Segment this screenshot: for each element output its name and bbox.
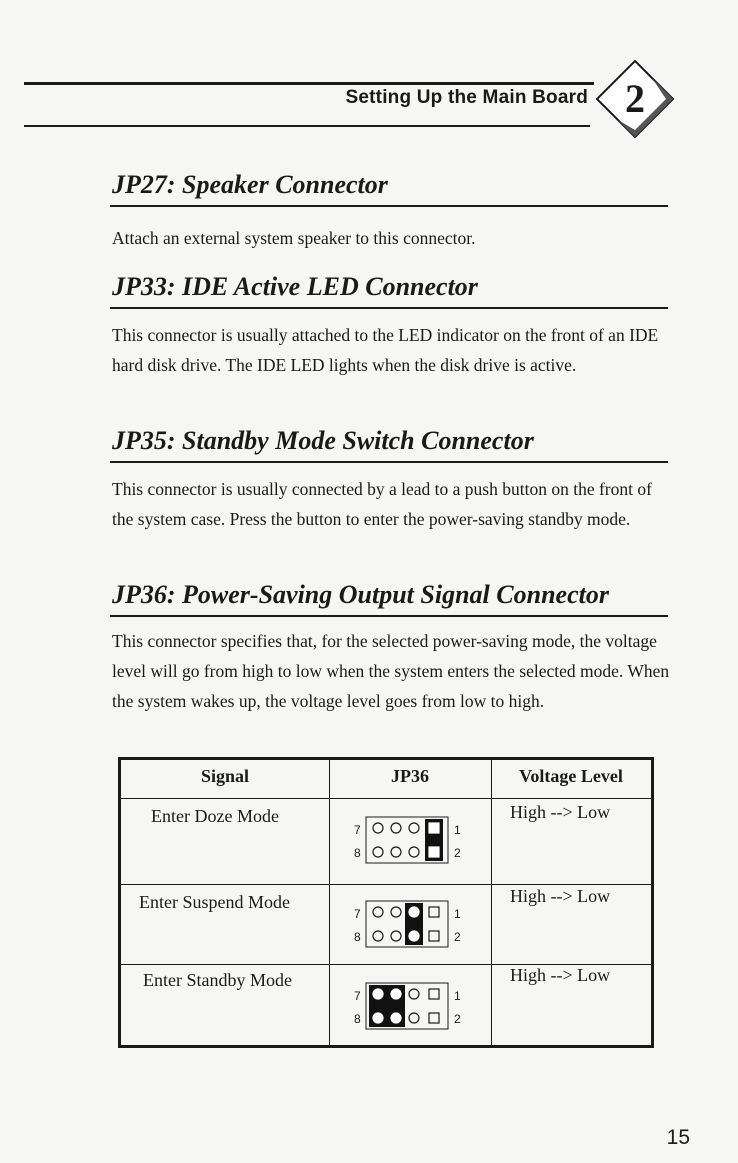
header-rule-top	[24, 82, 594, 85]
pin	[429, 931, 439, 941]
pin-label: 8	[354, 1012, 361, 1026]
section-text-jp36: This connector specifies that, for the selected power-saving mode, the voltage level will go from high to low when the system enters the selected mode. When the system wakes up, the voltage level goes from low to high.	[112, 631, 670, 711]
pin-label: 1	[454, 823, 461, 837]
pin	[409, 823, 419, 833]
table-row-voltage: High --> Low	[510, 886, 611, 906]
table-divider	[329, 760, 330, 1045]
pin	[373, 823, 383, 833]
section-rule-jp35	[110, 461, 668, 463]
pin-label: 8	[354, 930, 361, 944]
pin	[409, 989, 419, 999]
pin	[373, 907, 383, 917]
table-row-signal: Enter Suspend Mode	[139, 892, 290, 912]
table-row-voltage: High --> Low	[510, 802, 611, 822]
jumper-pins	[354, 898, 464, 950]
section-rule-jp36	[110, 615, 668, 617]
pin	[391, 931, 401, 941]
table-row-voltage: High --> Low	[510, 965, 611, 985]
pin	[391, 847, 401, 857]
section-title-jp36: JP36: Power-Saving Output Signal Connector	[112, 580, 609, 609]
pin	[391, 989, 401, 999]
table-header-signal: Signal	[200, 766, 250, 786]
pin	[409, 847, 419, 857]
pin-label: 2	[454, 930, 461, 944]
jumper-diagram	[354, 898, 464, 950]
pin-label: 2	[454, 1012, 461, 1026]
pin	[409, 907, 419, 917]
section-rule-jp27	[110, 205, 668, 207]
jumper-pins	[354, 814, 464, 866]
section-rule-jp33	[110, 307, 668, 309]
pin	[429, 1013, 439, 1023]
pin-label: 1	[454, 907, 461, 921]
table-divider	[121, 798, 651, 799]
table-header-jp36: JP36	[391, 766, 429, 786]
pin	[373, 989, 383, 999]
pin-label: 1	[454, 989, 461, 1003]
jumper-pins	[354, 980, 464, 1032]
table-divider	[121, 884, 651, 885]
section-title-jp33: JP33: IDE Active LED Connector	[112, 272, 478, 301]
jumper-table	[118, 757, 654, 1048]
header-rule-bottom	[24, 125, 590, 127]
pin-label: 2	[454, 846, 461, 860]
table-header-voltage: Voltage Level	[519, 766, 623, 786]
jumper-diagram	[354, 814, 464, 866]
pin	[429, 823, 439, 833]
section-text-jp27: Attach an external system speaker to this connector.	[112, 228, 476, 248]
table-divider	[491, 760, 492, 1045]
header-title: Setting Up the Main Board	[345, 87, 588, 108]
section-text-jp33: This connector is usually attached to the LED indicator on the front of an IDE hard disk drive. The IDE LED lights when the disk drive is active.	[112, 325, 659, 375]
pin	[409, 1013, 419, 1023]
pin	[429, 989, 439, 999]
pin	[409, 931, 419, 941]
pin-label: 7	[354, 989, 361, 1003]
pin	[373, 1013, 383, 1023]
section-text-jp35: This connector is usually connected by a lead to a push button on the front of the system case. Press the button to enter the power-saving standby mode.	[112, 479, 652, 529]
pin	[429, 907, 439, 917]
section-title-jp35: JP35: Standby Mode Switch Connector	[112, 426, 534, 455]
pin	[391, 1013, 401, 1023]
table-row-signal: Enter Doze Mode	[151, 806, 279, 826]
pin-label: 7	[354, 823, 361, 837]
pin	[429, 847, 439, 857]
section-title-jp27: JP27: Speaker Connector	[112, 170, 388, 199]
pin	[373, 931, 383, 941]
page-number: 15	[666, 1126, 690, 1149]
chapter-number: 2	[625, 76, 645, 121]
table-row-signal: Enter Standby Mode	[143, 970, 292, 990]
pin	[391, 907, 401, 917]
pin-label: 8	[354, 846, 361, 860]
pin	[391, 823, 401, 833]
jumper-diagram	[354, 980, 464, 1032]
pin	[373, 847, 383, 857]
chapter-badge	[594, 58, 676, 140]
pin-label: 7	[354, 907, 361, 921]
